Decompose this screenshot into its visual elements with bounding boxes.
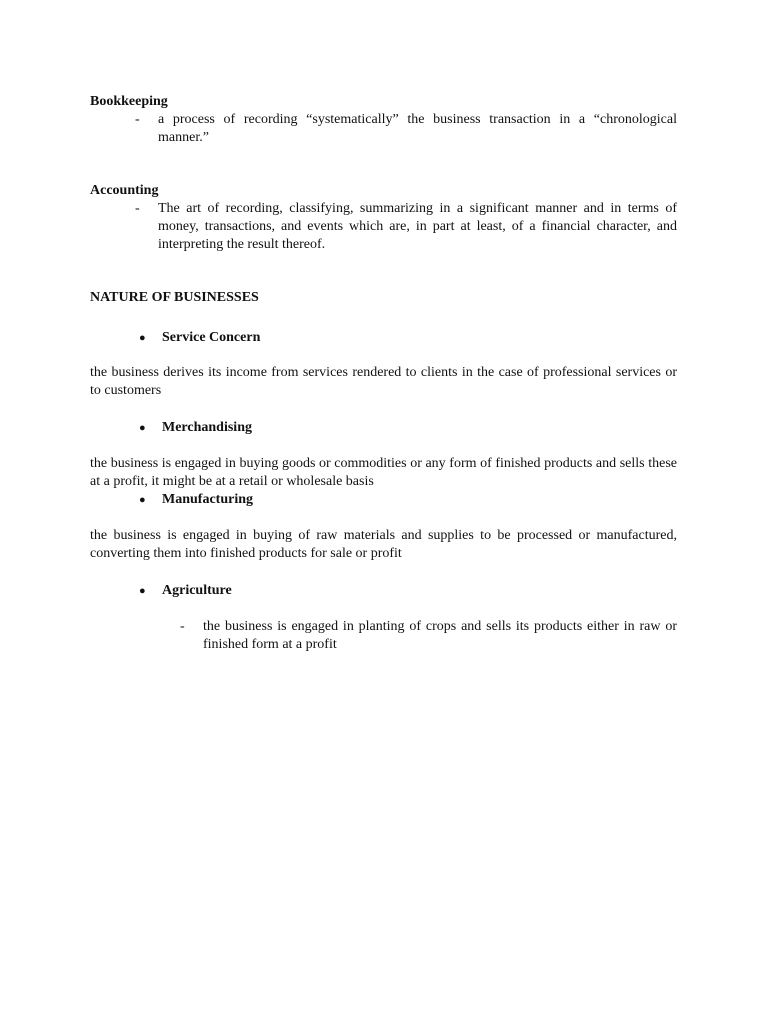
bookkeeping-section bbox=[90, 93, 677, 147]
dash-marker: - bbox=[135, 201, 140, 216]
bullet-icon: ● bbox=[139, 422, 146, 434]
dash-marker: - bbox=[135, 112, 140, 127]
service-concern-description: the business derives its income from services rendered to clients in the case of professional services or to customers bbox=[90, 365, 677, 398]
merchandising-description-block bbox=[90, 455, 677, 491]
accounting-definition bbox=[90, 200, 677, 254]
accounting-definition-text: The art of recording, classifying, summarizing in a significant manner and in terms of money, transactions, and events which are, in part at least, of a financial character, and interpreting the result thereof. bbox=[158, 201, 677, 252]
merchandising-item bbox=[90, 419, 677, 437]
bullet-service-concern bbox=[90, 329, 677, 347]
dash-marker: - bbox=[180, 619, 185, 634]
agriculture-label: Agriculture bbox=[162, 583, 232, 598]
bullet-icon: ● bbox=[139, 494, 146, 506]
agriculture-description-text: the business is engaged in planting of crops and sells its products either in raw or finished form at a profit bbox=[203, 619, 677, 652]
agriculture-item bbox=[90, 582, 677, 600]
agriculture-description bbox=[90, 618, 677, 654]
bookkeeping-definition bbox=[90, 111, 677, 147]
manufacturing-description-block bbox=[90, 527, 677, 563]
bookkeeping-heading: Bookkeeping bbox=[90, 94, 168, 109]
nature-heading: NATURE OF BUSINESSES bbox=[90, 290, 259, 305]
bullet-manufacturing bbox=[90, 491, 677, 509]
agriculture-description-block bbox=[90, 618, 677, 654]
bullet-icon: ● bbox=[139, 585, 146, 597]
manufacturing-label: Manufacturing bbox=[162, 492, 253, 507]
merchandising-label: Merchandising bbox=[162, 420, 252, 435]
bullet-icon: ● bbox=[139, 332, 146, 344]
manufacturing-item bbox=[90, 491, 677, 509]
bookkeeping-definition-text: a process of recording “systematically” the business transaction in a “chronological manner.” bbox=[158, 112, 677, 145]
bullet-agriculture bbox=[90, 582, 677, 600]
manufacturing-description: the business is engaged in buying of raw materials and supplies to be processed or manufactured, converting them into finished products for sale or profit bbox=[90, 528, 677, 561]
service-concern-description-block bbox=[90, 364, 677, 400]
bullet-merchandising bbox=[90, 419, 677, 437]
merchandising-description: the business is engaged in buying goods or commodities or any form of finished products and sells these at a profit, it might be at a retail or wholesale basis bbox=[90, 456, 677, 489]
accounting-section bbox=[90, 182, 677, 254]
service-concern-item bbox=[90, 329, 677, 347]
accounting-heading: Accounting bbox=[90, 183, 159, 198]
nature-section bbox=[90, 289, 677, 307]
service-concern-label: Service Concern bbox=[162, 330, 261, 345]
